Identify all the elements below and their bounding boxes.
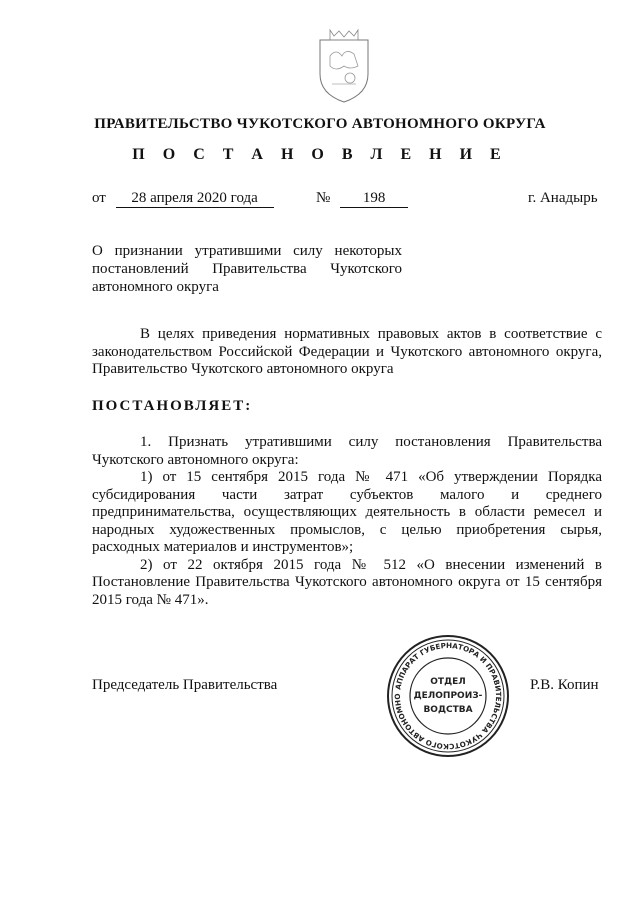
decree-date: 28 апреля 2020 года [116,190,274,208]
list-item: 1) от 15 сентября 2015 года № 471 «Об утверждении Порядка субсидирования части затрат субъектов малого и среднего предпринимательства, осуществляющих деятельность в области ремесел и народных художественных промыслов, с целью приобретения сырья, расходных материалов и инструментов»; [92,469,602,555]
preamble [92,326,602,379]
decree-number: 198 [340,190,408,208]
coat-of-arms-icon [312,26,376,106]
date-field [92,190,274,208]
document-type: П О С Т А Н О В Л Е Н И Е [132,146,508,163]
list-item: 2) от 22 октября 2015 года № 512 «О внесении изменений в Постановление Правительства Чукотского автономного округа от 15 сентября 2015 года № 471». [92,556,602,608]
from-label: от [92,190,106,206]
stamp-ring-text: АППАРАТ ГУБЕРНАТОРА И ПРАВИТЕЛЬСТВА ЧУКОТСКОГО АВТОНОМНО [392,640,504,752]
number-label: № [316,190,331,206]
signature-position: Председатель Правительства [92,677,278,693]
signature-name: Р.В. Копин [530,677,599,693]
stamp-line-1: ОТДЕЛ [430,677,466,687]
stamp-line-2: ДЕЛОПРОИЗ- [413,691,483,701]
list-item: 1. Признать утратившими силу постановления Правительства Чукотского автономного округа: [92,434,602,468]
decree-items [92,434,602,609]
resolves-heading: ПОСТАНОВЛЯЕТ: [92,398,253,414]
city: г. Анадырь [528,190,598,206]
decree-subject: О признании утратившими силу некоторых постановлений Правительства Чукотского автономного округа [92,243,402,295]
office-stamp [386,634,510,758]
number-field [316,190,408,208]
preamble-text: В целях приведения нормативных правовых актов в соответствие с законодательством Российской Федерации и Чукотского автономного округа, Правительство Чукотского автономного округа [92,326,602,377]
government-title: ПРАВИТЕЛЬСТВО ЧУКОТСКОГО АВТОНОМНОГО ОКРУГА [94,116,546,132]
stamp-line-3: ВОДСТВА [423,705,473,715]
